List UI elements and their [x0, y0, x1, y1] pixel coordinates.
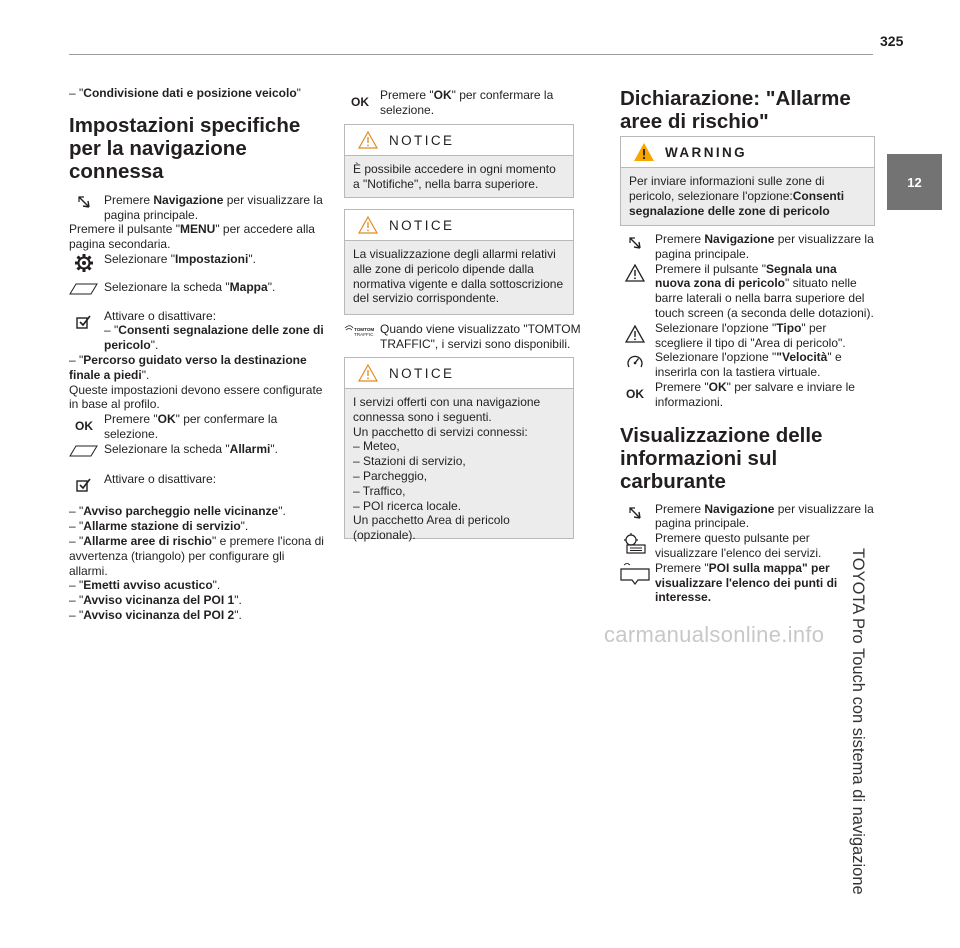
- services-line: – POI ricerca locale.: [353, 498, 462, 513]
- ok-button-icon: OK: [351, 95, 369, 109]
- list-item: – "Avviso vicinanza del POI 2".: [69, 607, 242, 622]
- tomtom-text: Quando viene visualizzato "TOMTOM TRAFFIC", i servizi sono disponibili.: [380, 322, 581, 351]
- step-toggle-alarms: Attivare o disattivare:: [69, 472, 325, 487]
- option-walking-route: – "Percorso guidato verso la destinazione finale a piedi".: [69, 352, 307, 382]
- ok-button-icon: OK: [626, 386, 644, 401]
- services-list-icon: [620, 532, 650, 554]
- page-number: 325: [880, 33, 904, 49]
- list-item: – "Avviso vicinanza del POI 1".: [69, 593, 242, 608]
- map-tab-text: Selezionare la scheda "Mappa".: [104, 279, 276, 294]
- notice-box-1: [344, 124, 574, 198]
- services-line: I servizi offerti con una navigazione connessa sono i seguenti.: [353, 395, 541, 424]
- navigation-arrow-icon: [620, 506, 650, 520]
- tomtom-row: [345, 322, 595, 352]
- speedometer-icon: [620, 353, 650, 371]
- step-menu: Premere il pulsante "MENU" per accedere alla pagina secondaria.: [69, 222, 315, 252]
- list-item: – "Allarme aree di rischio" e premere l'icona di avvertenza (triangolo) per configurare gli allarmi.: [69, 533, 324, 578]
- tab-icon: [69, 445, 99, 457]
- notice-triangle-icon: [357, 215, 379, 235]
- step-ok: OK Premere "OK" per confermare la selezione.: [69, 412, 325, 442]
- checkbox-icon: [69, 477, 99, 493]
- warning-text: Per inviare informazioni sulle zone di pericolo, selezionare l'opzione:Consenti segnalazione delle zone di pericolo: [629, 174, 845, 218]
- danger-triangle-icon: [620, 264, 650, 282]
- ok-button-icon: OK: [75, 419, 93, 434]
- fuel-heading: Visualizzazione delle informazioni sul carburante: [620, 423, 823, 493]
- map-poi-icon: [620, 563, 650, 585]
- step-poi: Premere "POI sulla mappa" per visualizzare l'elenco dei punti di interesse.: [620, 561, 874, 605]
- header-divider: [69, 54, 873, 55]
- notice-services-list: [345, 389, 573, 549]
- notice-label: NOTICE: [389, 132, 455, 148]
- watermark: carmanualsonline.info: [604, 622, 825, 647]
- alarm-options-list: [69, 504, 325, 622]
- step-alarms-tab: Selezionare la scheda "Allarmi".: [69, 442, 325, 457]
- services-line: – Traffico,: [353, 483, 406, 498]
- notice-text: È possibile accedere in ogni momento a "Notifiche", nella barra superiore.: [353, 162, 556, 191]
- services-line: Un pacchetto di servizi connessi:: [353, 424, 528, 439]
- step-report-zone: Premere il pulsante "Segnala una nuova zona di pericolo" situato nelle barre laterali o nella barra superiore del touch screen (a seconda delle dotazioni).: [620, 262, 874, 321]
- services-line: – Parcheggio,: [353, 468, 428, 483]
- option-danger-zones: – "Consenti segnalazione delle zone di pericolo".: [104, 323, 324, 353]
- side-title: [848, 548, 868, 948]
- navigation-arrow-icon: [620, 236, 650, 250]
- step-ok: OK Premere "OK" per salvare e inviare le informazioni.: [620, 380, 874, 410]
- tab-icon: [69, 283, 99, 295]
- step-settings: Selezionare "Impostazioni".: [69, 252, 325, 267]
- tomtom-traffic-logo-icon: [343, 325, 377, 339]
- navigation-arrow-icon: [69, 195, 99, 209]
- side-title-text: TOYOTA Pro Touch con sistema di navigazione: [849, 548, 867, 895]
- danger-triangle-icon: [620, 325, 650, 343]
- services-line: Un pacchetto Area di pericolo (opzionale).: [353, 513, 510, 543]
- list-item: – "Allarme stazione di servizio".: [69, 519, 249, 534]
- step-services: Premere questo pulsante per visualizzare l'elenco dei servizi.: [620, 531, 874, 561]
- notice-triangle-icon: [357, 130, 379, 150]
- warning-triangle-icon: [633, 142, 655, 162]
- gear-icon: [69, 253, 99, 273]
- intro-option: – "Condivisione dati e posizione veicolo": [69, 86, 301, 100]
- notice-label: NOTICE: [389, 365, 455, 381]
- warning-box: [620, 136, 875, 226]
- section-heading: Impostazioni specifiche per la navigazione connessa: [69, 113, 301, 183]
- notice-box-2: [344, 209, 574, 315]
- chapter-tab: 12: [887, 154, 942, 210]
- profile-note: Queste impostazioni devono essere configurate in base al profilo.: [69, 382, 323, 412]
- step-navigation: Premere Navigazione per visualizzare la pagina principale.: [620, 502, 874, 532]
- notice-triangle-icon: [357, 363, 379, 383]
- notice-label: NOTICE: [389, 217, 455, 233]
- step-navigation: Premere Navigazione per visualizzare la pagina principale.: [620, 232, 874, 262]
- step-type: Selezionare l'opzione "Tipo" per scegliere il tipo di "Area di pericolo".: [620, 321, 874, 351]
- step-toggle: Attivare o disattivare:: [69, 309, 325, 324]
- column-2-step-ok: OK Premere "OK" per confermare la selezione.: [345, 88, 595, 118]
- notice-box-3: [344, 357, 574, 543]
- svg-text:TRAFFIC: TRAFFIC: [354, 332, 374, 337]
- services-line: – Meteo,: [353, 439, 400, 454]
- list-item: – "Emetti avviso acustico".: [69, 578, 221, 593]
- services-line: – Stazioni di servizio,: [353, 454, 466, 469]
- danger-zone-heading: Dichiarazione: "Allarme aree di rischio": [620, 87, 851, 133]
- step-map-tab: [69, 280, 325, 295]
- list-item: – "Avviso parcheggio nelle vicinanze".: [69, 504, 286, 519]
- warning-label: WARNING: [665, 144, 748, 160]
- checkbox-icon: [69, 314, 99, 330]
- step-navigation: Premere Navigazione per visualizzare la pagina principale.: [69, 193, 325, 223]
- notice-text: La visualizzazione degli allarmi relativi alle zone di pericolo dipende dalla normativa vigente e dalla sottoscrizione del servizio corrispondente.: [353, 247, 564, 306]
- column-3-steps: [620, 232, 874, 605]
- svg-text:TOMTOM: TOMTOM: [354, 327, 375, 332]
- step-speed: Selezionare l'opzione ""Velocità" e inserirla con la tastiera virtuale.: [620, 350, 874, 380]
- column-1: [69, 86, 325, 623]
